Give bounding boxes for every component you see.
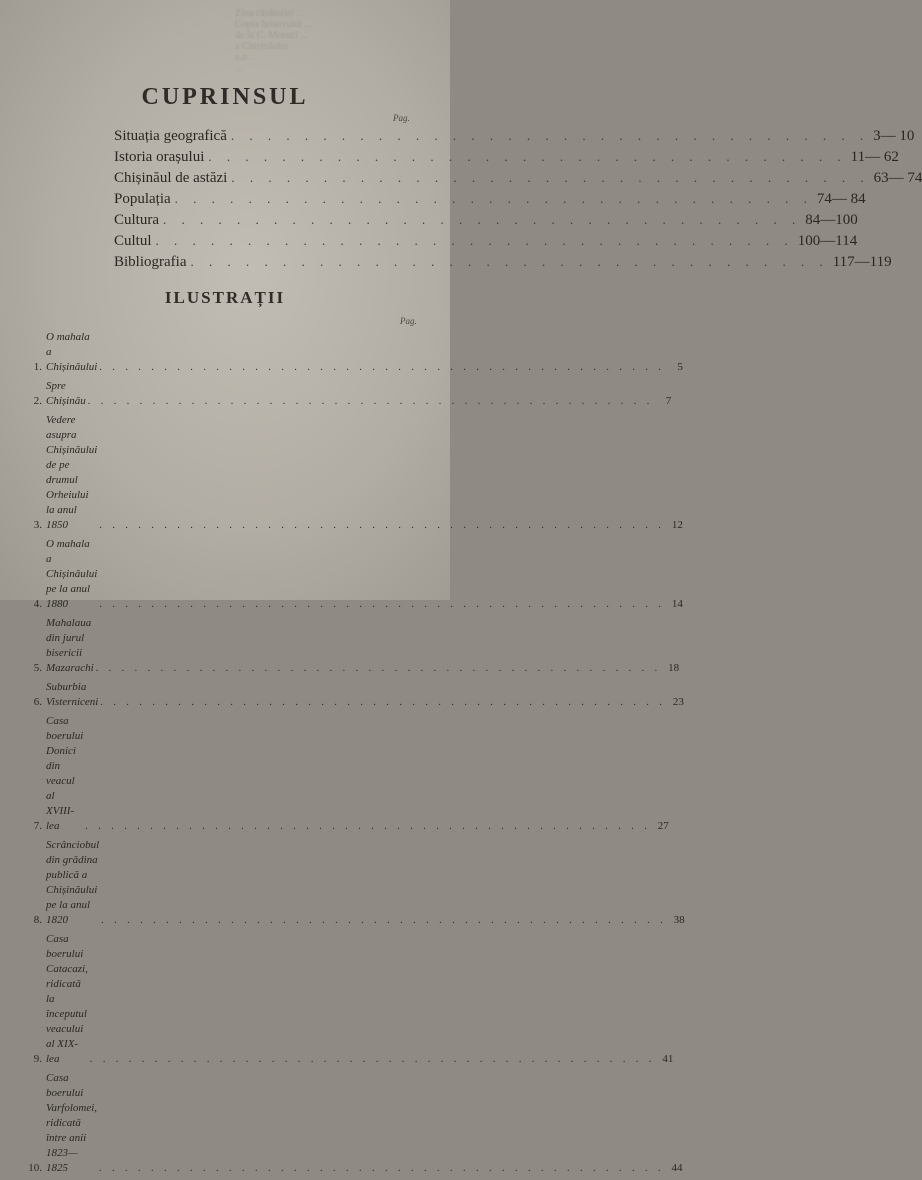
dot-leader bbox=[100, 695, 666, 710]
illustration-entry: 5. Mahalaua din jurul bisericii Mazarachi . . . 18 bbox=[28, 616, 428, 676]
illustrations-page-header: Pag. bbox=[400, 316, 417, 326]
dot-leader bbox=[101, 913, 667, 928]
dot-leader bbox=[190, 254, 828, 270]
toc-entry: Populația . . . 74— 84 bbox=[114, 191, 434, 212]
illustration-entry: 6. Suburbia Visterniceni . . . 23 bbox=[28, 680, 428, 710]
toc-entry: Istoria orașului . . . 11— 62 bbox=[114, 149, 434, 170]
toc-entry: Cultura . . . 84—100 bbox=[114, 212, 434, 233]
contents-list bbox=[114, 128, 922, 275]
contents-title: CUPRINSUL bbox=[141, 84, 309, 110]
dot-leader bbox=[156, 233, 794, 249]
illustration-entry: 2. Spre Chișinău . . . 7 bbox=[28, 379, 428, 409]
dot-leader bbox=[99, 360, 665, 375]
toc-entry: Cultul . . . 100—114 bbox=[114, 233, 434, 254]
dot-leader bbox=[85, 819, 651, 834]
dot-leader bbox=[90, 1052, 656, 1067]
dot-leader bbox=[99, 518, 665, 533]
illustration-entry: 3. Vedere asupra Chișinăului de pe drumul Orheiului la anul 1850 . . . 12 bbox=[28, 413, 428, 533]
bleed-through-text: Ziua căsătoriei ... Copia hrisovului ... de la C. Moruzi ... a Chișinăului a.n ... ... bbox=[235, 8, 312, 74]
toc-entry: Bibliografia . . . 117—119 bbox=[114, 254, 434, 275]
toc-entry: Situația geografică . . . 3— 10 bbox=[114, 128, 434, 149]
illustration-entry: 7. Casa boerului Donici din veacul al XVIII-lea . . . 27 bbox=[28, 714, 428, 834]
dot-leader bbox=[208, 149, 846, 165]
illustration-entry: 1. O mahala a Chișinăului . . . 5 bbox=[28, 330, 428, 375]
illustrations-title: ILUSTRAȚII bbox=[164, 288, 286, 307]
toc-entry: Chișinăul de astăzi . . . 63— 74 bbox=[114, 170, 434, 191]
illustration-entry: 8. Scrânciobul din grădina publică a Chișinăului pe la anul 1820 . . . 38 bbox=[28, 838, 428, 928]
illustrations-list bbox=[28, 330, 685, 1180]
dot-leader bbox=[163, 212, 801, 228]
dot-leader bbox=[175, 191, 813, 207]
dot-leader bbox=[231, 128, 869, 144]
illustration-entry: 4. O mahala a Chișinăului pe la anul 1880 . . . 14 bbox=[28, 537, 428, 612]
dot-leader bbox=[231, 170, 869, 186]
dot-leader bbox=[99, 1161, 665, 1176]
illustration-entry: 10. Casa boerului Varfolomei, ridicată între anii 1823—1825 . . . 44 bbox=[28, 1071, 428, 1176]
dot-leader bbox=[96, 661, 662, 676]
dot-leader bbox=[99, 597, 665, 612]
toc-page-header: Pag. bbox=[393, 113, 410, 123]
dot-leader bbox=[88, 394, 654, 409]
illustration-entry: 9. Casa boerului Catacazi, ridicată la începutul veacului al XIX-lea . . . 41 bbox=[28, 932, 428, 1067]
